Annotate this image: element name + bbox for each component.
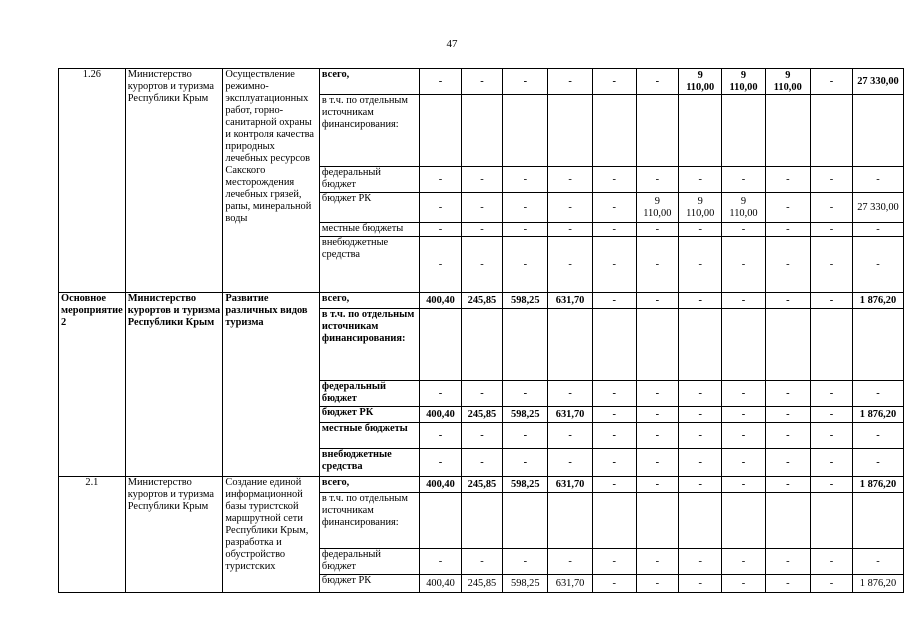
value-cell: - xyxy=(592,193,636,223)
total-value-cell xyxy=(852,309,903,381)
funding-source-label: бюджет РК xyxy=(319,193,419,223)
value-cell: - xyxy=(679,293,722,309)
value-cell: - xyxy=(810,167,852,193)
value-cell xyxy=(722,309,765,381)
value-cell xyxy=(420,493,461,549)
value-cell: 9 110,00 xyxy=(765,69,810,95)
value-cell: 245,85 xyxy=(461,477,502,493)
value-cell: - xyxy=(722,575,765,593)
value-cell: - xyxy=(636,69,678,95)
total-value-cell: 27 330,00 xyxy=(852,69,903,95)
value-cell: - xyxy=(592,69,636,95)
value-cell: - xyxy=(548,423,592,449)
funding-source-label: федеральный бюджет xyxy=(319,167,419,193)
value-cell: - xyxy=(503,69,548,95)
funding-source-label: всего, xyxy=(319,293,419,309)
value-cell xyxy=(548,309,592,381)
value-cell: - xyxy=(810,477,852,493)
value-cell: - xyxy=(503,223,548,237)
value-cell: - xyxy=(420,69,461,95)
value-cell: - xyxy=(592,293,636,309)
value-cell: - xyxy=(722,449,765,477)
value-cell: - xyxy=(722,167,765,193)
value-cell: - xyxy=(679,167,722,193)
value-cell xyxy=(636,493,678,549)
total-value-cell: 1 876,20 xyxy=(852,575,903,593)
value-cell xyxy=(461,493,502,549)
value-cell xyxy=(503,309,548,381)
funding-source-label: внебюджетные средства xyxy=(319,237,419,293)
total-value-cell: - xyxy=(852,549,903,575)
value-cell: - xyxy=(765,407,810,423)
value-cell: - xyxy=(636,223,678,237)
value-cell: - xyxy=(420,167,461,193)
value-cell: - xyxy=(420,237,461,293)
value-cell: - xyxy=(636,293,678,309)
funding-source-label: всего, xyxy=(319,477,419,493)
value-cell: - xyxy=(503,549,548,575)
value-cell: - xyxy=(765,549,810,575)
value-cell: - xyxy=(503,237,548,293)
value-cell: - xyxy=(679,549,722,575)
value-cell: 598,25 xyxy=(503,407,548,423)
value-cell: - xyxy=(592,549,636,575)
table-row xyxy=(59,477,904,493)
value-cell: - xyxy=(636,167,678,193)
value-cell: - xyxy=(592,237,636,293)
value-cell xyxy=(420,309,461,381)
value-cell xyxy=(679,493,722,549)
total-value-cell: 1 876,20 xyxy=(852,407,903,423)
value-cell: - xyxy=(765,293,810,309)
value-cell: - xyxy=(420,223,461,237)
value-cell: - xyxy=(810,575,852,593)
value-cell xyxy=(592,95,636,167)
funding-source-label: местные бюджеты xyxy=(319,423,419,449)
value-cell: - xyxy=(679,223,722,237)
value-cell xyxy=(679,95,722,167)
value-cell: - xyxy=(592,477,636,493)
item-number: 1.26 xyxy=(59,69,126,293)
value-cell: 245,85 xyxy=(461,575,502,593)
value-cell: - xyxy=(461,69,502,95)
total-value-cell: - xyxy=(852,423,903,449)
value-cell: 631,70 xyxy=(548,407,592,423)
value-cell: - xyxy=(679,477,722,493)
value-cell: 598,25 xyxy=(503,575,548,593)
value-cell xyxy=(461,309,502,381)
value-cell: - xyxy=(636,549,678,575)
total-value-cell xyxy=(852,493,903,549)
item-number: Основное мероприятие 2 xyxy=(59,293,126,477)
value-cell: - xyxy=(461,223,502,237)
total-value-cell: - xyxy=(852,223,903,237)
value-cell xyxy=(461,95,502,167)
value-cell: - xyxy=(592,575,636,593)
total-value-cell: 1 876,20 xyxy=(852,477,903,493)
funding-source-label: федеральный бюджет xyxy=(319,549,419,575)
value-cell: - xyxy=(461,237,502,293)
value-cell xyxy=(636,309,678,381)
value-cell: - xyxy=(679,237,722,293)
value-cell xyxy=(592,493,636,549)
funding-source-label: всего, xyxy=(319,69,419,95)
value-cell: 598,25 xyxy=(503,293,548,309)
value-cell: - xyxy=(722,423,765,449)
budget-table xyxy=(58,68,904,593)
value-cell: - xyxy=(810,193,852,223)
value-cell xyxy=(722,493,765,549)
value-cell: - xyxy=(548,69,592,95)
value-cell: - xyxy=(503,449,548,477)
value-cell: - xyxy=(636,449,678,477)
value-cell: - xyxy=(548,223,592,237)
value-cell: - xyxy=(461,381,502,407)
table-row xyxy=(59,293,904,309)
total-value-cell: - xyxy=(852,449,903,477)
total-value-cell: 1 876,20 xyxy=(852,293,903,309)
value-cell xyxy=(636,95,678,167)
value-cell: - xyxy=(461,449,502,477)
value-cell: 631,70 xyxy=(548,575,592,593)
value-cell: - xyxy=(548,237,592,293)
value-cell: - xyxy=(679,381,722,407)
value-cell xyxy=(765,493,810,549)
value-cell: - xyxy=(548,167,592,193)
funding-source-label: бюджет РК xyxy=(319,575,419,593)
value-cell: 631,70 xyxy=(548,293,592,309)
value-cell xyxy=(765,309,810,381)
activity-cell: Развитие различных видов туризма xyxy=(223,293,320,477)
value-cell xyxy=(592,309,636,381)
value-cell: - xyxy=(765,223,810,237)
funding-source-label: бюджет РК xyxy=(319,407,419,423)
value-cell xyxy=(810,95,852,167)
value-cell: - xyxy=(548,193,592,223)
value-cell: - xyxy=(765,423,810,449)
value-cell: - xyxy=(810,423,852,449)
total-value-cell: - xyxy=(852,381,903,407)
value-cell: 400,40 xyxy=(420,575,461,593)
value-cell: 245,85 xyxy=(461,407,502,423)
value-cell: - xyxy=(548,549,592,575)
value-cell: - xyxy=(765,237,810,293)
value-cell: - xyxy=(503,381,548,407)
value-cell: - xyxy=(810,293,852,309)
total-value-cell: 27 330,00 xyxy=(852,193,903,223)
value-cell: - xyxy=(765,575,810,593)
value-cell: - xyxy=(722,293,765,309)
executor-cell: Министерство курортов и туризма Республики Крым xyxy=(125,69,223,293)
value-cell: 400,40 xyxy=(420,407,461,423)
value-cell: 9 110,00 xyxy=(679,69,722,95)
activity-cell: Создание единой информационной базы туристской маршрутной сети Республики Крым, разработка и обустройство туристских xyxy=(223,477,320,593)
funding-source-label: в т.ч. по отдельным источникам финансирования: xyxy=(319,95,419,167)
value-cell: 9 110,00 xyxy=(722,69,765,95)
value-cell: - xyxy=(503,423,548,449)
executor-cell: Министерство курортов и туризма Республики Крым xyxy=(125,477,223,593)
value-cell: - xyxy=(420,449,461,477)
value-cell: - xyxy=(592,381,636,407)
value-cell xyxy=(722,95,765,167)
value-cell: - xyxy=(722,407,765,423)
value-cell: - xyxy=(592,407,636,423)
value-cell: - xyxy=(592,449,636,477)
value-cell: - xyxy=(548,381,592,407)
value-cell xyxy=(420,95,461,167)
funding-source-label: местные бюджеты xyxy=(319,223,419,237)
value-cell: 598,25 xyxy=(503,477,548,493)
value-cell: - xyxy=(679,423,722,449)
value-cell xyxy=(810,493,852,549)
value-cell: - xyxy=(722,477,765,493)
value-cell: 400,40 xyxy=(420,293,461,309)
value-cell: - xyxy=(636,407,678,423)
value-cell: - xyxy=(722,237,765,293)
value-cell: - xyxy=(765,167,810,193)
value-cell: - xyxy=(592,223,636,237)
value-cell: - xyxy=(461,549,502,575)
value-cell: - xyxy=(810,237,852,293)
value-cell: - xyxy=(810,549,852,575)
value-cell: - xyxy=(765,381,810,407)
value-cell xyxy=(810,309,852,381)
value-cell xyxy=(503,493,548,549)
value-cell: - xyxy=(765,193,810,223)
value-cell: - xyxy=(679,407,722,423)
funding-source-label: федеральный бюджет xyxy=(319,381,419,407)
value-cell: - xyxy=(810,407,852,423)
total-value-cell: - xyxy=(852,167,903,193)
value-cell: 631,70 xyxy=(548,477,592,493)
activity-cell: Осуществление режимно-эксплуатационных работ, горно-санитарной охраны и контроля качества природных лечебных ресурсов Сакского месторождения лечебных грязей, рапы, минеральной воды xyxy=(223,69,320,293)
value-cell: - xyxy=(810,381,852,407)
value-cell: - xyxy=(548,449,592,477)
value-cell: - xyxy=(679,449,722,477)
total-value-cell: - xyxy=(852,237,903,293)
value-cell: - xyxy=(722,223,765,237)
value-cell: - xyxy=(636,237,678,293)
value-cell: - xyxy=(679,575,722,593)
value-cell: 9 110,00 xyxy=(679,193,722,223)
value-cell: - xyxy=(592,167,636,193)
funding-source-label: в т.ч. по отдельным источникам финансирования: xyxy=(319,493,419,549)
value-cell: 400,40 xyxy=(420,477,461,493)
value-cell: 245,85 xyxy=(461,293,502,309)
page-number: 47 xyxy=(446,38,458,50)
value-cell: - xyxy=(636,575,678,593)
value-cell: - xyxy=(636,477,678,493)
value-cell: - xyxy=(420,193,461,223)
value-cell: - xyxy=(722,381,765,407)
value-cell xyxy=(548,95,592,167)
value-cell xyxy=(679,309,722,381)
funding-source-label: в т.ч. по отдельным источникам финансирования: xyxy=(319,309,419,381)
value-cell: - xyxy=(722,549,765,575)
value-cell: - xyxy=(636,381,678,407)
value-cell: - xyxy=(765,477,810,493)
value-cell: - xyxy=(810,449,852,477)
value-cell xyxy=(503,95,548,167)
value-cell: - xyxy=(765,449,810,477)
total-value-cell xyxy=(852,95,903,167)
value-cell: - xyxy=(810,223,852,237)
value-cell: - xyxy=(503,167,548,193)
funding-source-label: внебюджетные средства xyxy=(319,449,419,477)
value-cell: - xyxy=(461,167,502,193)
value-cell: 9 110,00 xyxy=(722,193,765,223)
table-row xyxy=(59,69,904,95)
value-cell: - xyxy=(420,381,461,407)
item-number: 2.1 xyxy=(59,477,126,593)
value-cell xyxy=(765,95,810,167)
value-cell: - xyxy=(461,193,502,223)
value-cell: 9 110,00 xyxy=(636,193,678,223)
value-cell: - xyxy=(636,423,678,449)
value-cell: - xyxy=(420,423,461,449)
value-cell: - xyxy=(592,423,636,449)
value-cell: - xyxy=(461,423,502,449)
value-cell: - xyxy=(503,193,548,223)
value-cell xyxy=(548,493,592,549)
value-cell: - xyxy=(810,69,852,95)
executor-cell: Министерство курортов и туризма Республики Крым xyxy=(125,293,223,477)
value-cell: - xyxy=(420,549,461,575)
